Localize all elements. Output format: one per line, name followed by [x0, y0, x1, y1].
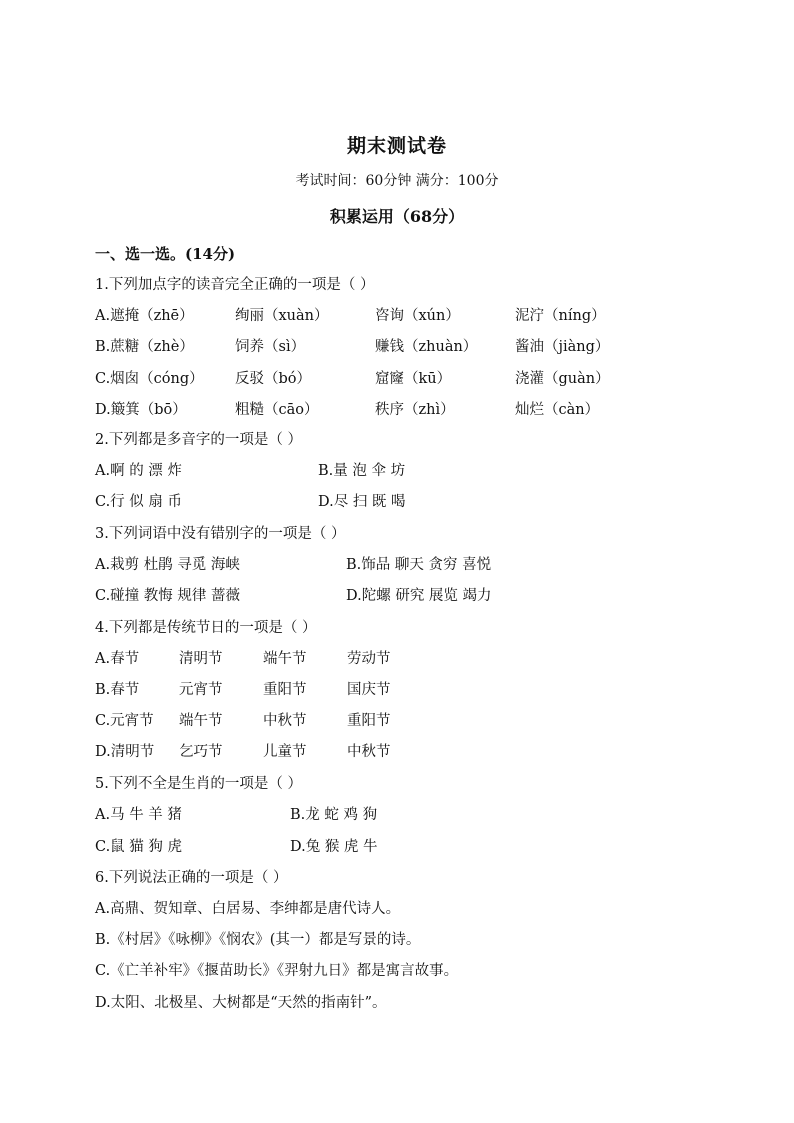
- option-cell: 泥泞（níng）: [515, 308, 606, 324]
- part-heading: 一、选一选。(14分): [95, 245, 236, 263]
- option-cell: 浇灌（guàn）: [515, 371, 610, 387]
- option-cell: B.春节: [95, 682, 140, 698]
- option-cell: B.量 泡 伞 坊: [318, 463, 406, 479]
- option-cell: 国庆节: [347, 682, 391, 698]
- option-cell: A.栽剪 杜鹃 寻觅 海峡: [95, 557, 240, 573]
- option-cell: A.啊 的 漂 炸: [95, 463, 182, 479]
- option-cell: B.饰品 聊天 贪穷 喜悦: [346, 557, 492, 573]
- option-cell: 儿童节: [263, 744, 307, 760]
- question-6-stem: 6.下列说法正确的一项是（ ）: [95, 870, 288, 886]
- question-1-stem: 1.下列加点字的读音完全正确的一项是（ ）: [95, 277, 375, 293]
- option-cell: A.遮掩（zhē）: [95, 308, 194, 324]
- option-cell: C.碰撞 教悔 规律 蔷薇: [95, 588, 241, 604]
- option-cell: B.龙 蛇 鸡 狗: [290, 807, 378, 823]
- option-cell: D.兔 猴 虎 牛: [290, 839, 378, 855]
- option-cell: C.行 似 扇 币: [95, 494, 183, 510]
- option-cell: 中秋节: [263, 713, 307, 729]
- option-cell: 端午节: [179, 713, 223, 729]
- option-cell: 咨询（xún）: [375, 308, 460, 324]
- question-2-stem: 2.下列都是多音字的一项是（ ）: [95, 432, 302, 448]
- option-cell: 乞巧节: [179, 744, 223, 760]
- question-6-option-b: B.《村居》《咏柳》《悯农》(其一）都是写景的诗。: [95, 932, 421, 948]
- option-cell: D.尽 扫 既 喝: [318, 494, 406, 510]
- option-cell: 重阳节: [263, 682, 307, 698]
- option-cell: 秩序（zhì）: [375, 402, 455, 418]
- page-title: 期末测试卷: [346, 135, 447, 157]
- option-cell: 端午节: [263, 651, 307, 667]
- option-cell: 重阳节: [347, 713, 391, 729]
- option-cell: 饲养（sì）: [235, 339, 306, 355]
- option-cell: 酱油（jiàng）: [515, 339, 610, 355]
- question-6-option-c: C.《亡羊补牢》《揠苗助长》《羿射九日》都是寓言故事。: [95, 963, 459, 979]
- option-cell: D.簸箕（bō）: [95, 402, 187, 418]
- section-heading: 积累运用（68分）: [329, 207, 465, 226]
- exam-meta: 考试时间：60分钟 满分：100分: [295, 173, 499, 189]
- question-3-stem: 3.下列词语中没有错别字的一项是（ ）: [95, 526, 346, 542]
- option-cell: 绚丽（xuàn）: [235, 308, 329, 324]
- option-cell: 反驳（bó）: [235, 371, 312, 387]
- option-cell: C.烟囱（cóng）: [95, 371, 204, 387]
- question-5-stem: 5.下列不全是生肖的一项是（ ）: [95, 776, 302, 792]
- option-cell: A.春节: [95, 651, 140, 667]
- option-cell: 清明节: [179, 651, 223, 667]
- question-6-option-a: A.高鼎、贺知章、白居易、李绅都是唐代诗人。: [95, 901, 401, 917]
- option-cell: 粗糙（cāo）: [235, 402, 319, 418]
- option-cell: C.鼠 猫 狗 虎: [95, 839, 183, 855]
- option-cell: A.马 牛 羊 猪: [95, 807, 182, 823]
- option-cell: D.陀螺 研究 展览 竭力: [346, 588, 492, 604]
- option-cell: 窟窿（kū）: [375, 371, 452, 387]
- question-4-stem: 4.下列都是传统节日的一项是（ ）: [95, 620, 317, 636]
- option-cell: 赚钱（zhuàn）: [375, 339, 478, 355]
- option-cell: 灿烂（càn）: [515, 402, 600, 418]
- option-cell: C.元宵节: [95, 713, 154, 729]
- option-cell: 中秋节: [347, 744, 391, 760]
- option-cell: B.蔗糖（zhè）: [95, 339, 194, 355]
- option-cell: 元宵节: [179, 682, 223, 698]
- option-cell: 劳动节: [347, 651, 391, 667]
- question-6-option-d: D.太阳、北极星、大树都是“天然的指南针”。: [95, 995, 387, 1011]
- option-cell: D.清明节: [95, 744, 155, 760]
